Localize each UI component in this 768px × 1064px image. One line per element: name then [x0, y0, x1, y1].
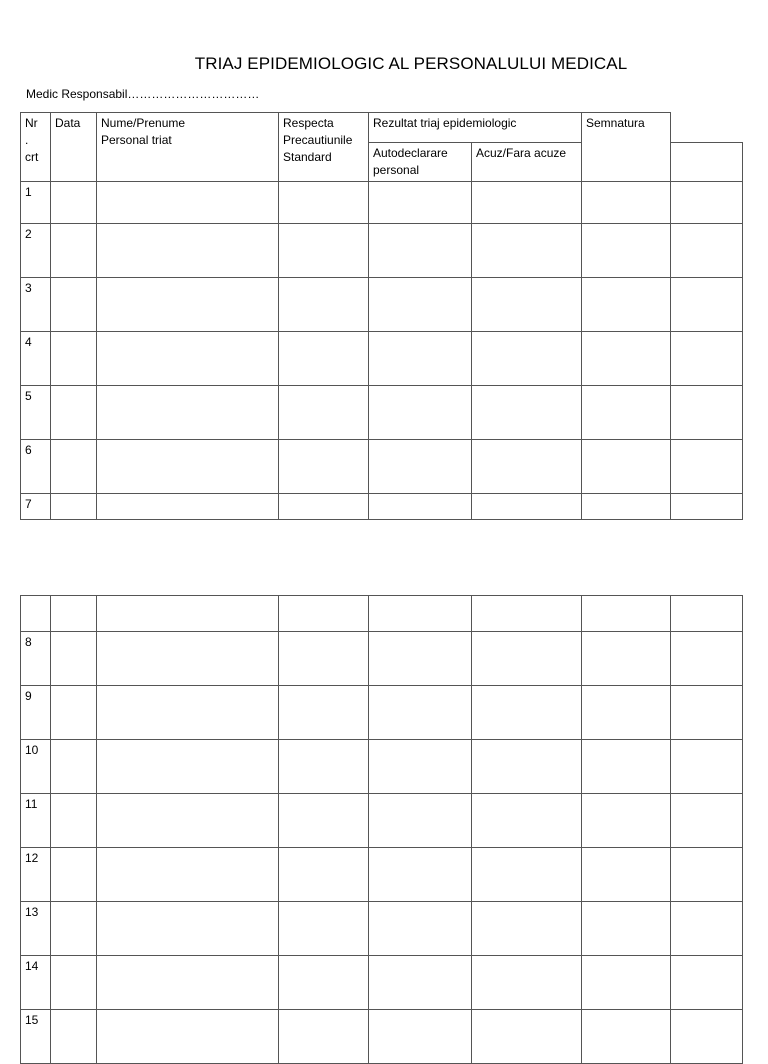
header-rezultat-triaj: Rezultat triaj epidemiologic: [369, 113, 582, 143]
table-row: [21, 494, 743, 520]
table-cell: [279, 848, 369, 902]
table-cell: [51, 494, 97, 520]
table-cell: [472, 632, 582, 686]
table-cell: [51, 848, 97, 902]
table-cell: [582, 632, 671, 686]
table-row: [21, 596, 743, 632]
table-cell: [671, 740, 743, 794]
table-cell: [472, 278, 582, 332]
header-nr-crt: Nr . crt: [21, 113, 51, 182]
header-respecta: Respecta Precautiunile Standard: [279, 113, 369, 182]
table-cell: [369, 1010, 472, 1064]
table-cell: [97, 332, 279, 386]
table-cell: [51, 182, 97, 224]
table-cell: [671, 332, 743, 386]
table-row: [21, 848, 743, 902]
row-number: 2: [21, 224, 51, 278]
table-cell: [582, 494, 671, 520]
medic-responsabil-label: Medic Responsabil……………………………: [26, 87, 260, 101]
table-cell: [97, 596, 279, 632]
table-cell: [279, 182, 369, 224]
table-cell: [472, 740, 582, 794]
row-number: 12: [21, 848, 51, 902]
table-cell: [582, 848, 671, 902]
table-cell: [582, 278, 671, 332]
table-cell: [472, 182, 582, 224]
table-row: [21, 794, 743, 848]
table-cell: [369, 494, 472, 520]
table-cell: [279, 278, 369, 332]
table-cell: [369, 902, 472, 956]
table-row: [21, 332, 743, 386]
table-cell: [582, 182, 671, 224]
table-cell: [582, 902, 671, 956]
table-cell: [472, 386, 582, 440]
header-acuze: Acuz/Fara acuze: [472, 143, 582, 182]
row-number: 6: [21, 440, 51, 494]
table-cell: [671, 278, 743, 332]
table-cell: [279, 632, 369, 686]
table-cell: [369, 224, 472, 278]
table-cell: [369, 440, 472, 494]
table-cell: [97, 632, 279, 686]
table-cell: [51, 278, 97, 332]
header-nume-prenume: Nume/Prenume Personal triat: [97, 113, 279, 182]
table-cell: [472, 848, 582, 902]
table-cell: [279, 686, 369, 740]
table-cell: [97, 278, 279, 332]
table-cell: [472, 794, 582, 848]
table-cell: [369, 632, 472, 686]
table-cell: [279, 902, 369, 956]
table-cell: [472, 224, 582, 278]
table-cell: [472, 596, 582, 632]
table-cell: [51, 440, 97, 494]
row-number: [21, 596, 51, 632]
table-cell: [51, 686, 97, 740]
table-cell: [582, 686, 671, 740]
table-cell: [671, 902, 743, 956]
table-cell: [472, 956, 582, 1010]
table-row: [21, 440, 743, 494]
table-cell: [671, 956, 743, 1010]
table-cell: [97, 440, 279, 494]
table-cell: [97, 902, 279, 956]
table-cell: [97, 848, 279, 902]
table-cell: [279, 386, 369, 440]
triage-table-page-1: [20, 112, 743, 520]
table-cell: [582, 332, 671, 386]
table-cell: [671, 494, 743, 520]
table-cell: [369, 848, 472, 902]
table-row: [21, 740, 743, 794]
row-number: 15: [21, 1010, 51, 1064]
table-cell: [279, 440, 369, 494]
table-row: [21, 902, 743, 956]
table-cell: [51, 956, 97, 1010]
table-cell: [369, 386, 472, 440]
table-cell: [671, 440, 743, 494]
table-cell: [51, 1010, 97, 1064]
header-data: Data: [51, 113, 97, 182]
row-number: 10: [21, 740, 51, 794]
table-cell: [279, 332, 369, 386]
table-cell: [279, 1010, 369, 1064]
header-empty-top: [671, 113, 743, 143]
table-cell: [279, 596, 369, 632]
row-number: 4: [21, 332, 51, 386]
table-row: [21, 632, 743, 686]
table-cell: [369, 686, 472, 740]
row-number: 5: [21, 386, 51, 440]
table-cell: [97, 794, 279, 848]
table-cell: [472, 902, 582, 956]
table-row: [21, 278, 743, 332]
table-cell: [472, 440, 582, 494]
table-cell: [279, 740, 369, 794]
table-cell: [671, 686, 743, 740]
table-cell: [671, 224, 743, 278]
header-empty-bottom: [671, 143, 743, 182]
table-cell: [279, 794, 369, 848]
table-cell: [51, 902, 97, 956]
table-cell: [582, 740, 671, 794]
table-cell: [51, 596, 97, 632]
table-cell: [582, 794, 671, 848]
table-cell: [369, 740, 472, 794]
table-cell: [582, 440, 671, 494]
table-row: [21, 956, 743, 1010]
table-cell: [51, 794, 97, 848]
table-cell: [582, 1010, 671, 1064]
table-cell: [97, 740, 279, 794]
table-cell: [369, 596, 472, 632]
table-cell: [279, 494, 369, 520]
table-cell: [369, 182, 472, 224]
page-title: TRIAJ EPIDEMIOLOGIC AL PERSONALULUI MEDICAL: [194, 54, 628, 73]
table-cell: [582, 224, 671, 278]
row-number: 9: [21, 686, 51, 740]
table-row: [21, 686, 743, 740]
table-cell: [671, 596, 743, 632]
table-cell: [97, 686, 279, 740]
table-cell: [97, 224, 279, 278]
table-cell: [582, 386, 671, 440]
table-cell: [671, 386, 743, 440]
row-number: 14: [21, 956, 51, 1010]
header-autodeclarare: Autodeclarare personal: [369, 143, 472, 182]
row-number: 13: [21, 902, 51, 956]
table-cell: [472, 494, 582, 520]
row-number: 11: [21, 794, 51, 848]
table-cell: [279, 224, 369, 278]
table-row: [21, 224, 743, 278]
table-cell: [369, 278, 472, 332]
table-cell: [97, 182, 279, 224]
row-number: 3: [21, 278, 51, 332]
table-cell: [51, 740, 97, 794]
table-cell: [51, 386, 97, 440]
table-cell: [97, 1010, 279, 1064]
table-cell: [472, 1010, 582, 1064]
row-number: 8: [21, 632, 51, 686]
table-cell: [671, 848, 743, 902]
header-semnatura: Semnatura: [582, 113, 671, 182]
table-cell: [582, 956, 671, 1010]
table-cell: [472, 332, 582, 386]
table-row: [21, 386, 743, 440]
row-number: 7: [21, 494, 51, 520]
table-cell: [51, 332, 97, 386]
table-cell: [97, 494, 279, 520]
table-cell: [369, 794, 472, 848]
triage-table-page-2: [20, 595, 743, 1064]
table-cell: [279, 956, 369, 1010]
table-cell: [582, 596, 671, 632]
table-cell: [369, 956, 472, 1010]
table-row: [21, 1010, 743, 1064]
table-cell: [671, 632, 743, 686]
table-cell: [51, 632, 97, 686]
table-cell: [671, 1010, 743, 1064]
table-cell: [97, 956, 279, 1010]
table-cell: [51, 224, 97, 278]
row-number: 1: [21, 182, 51, 224]
table-cell: [369, 332, 472, 386]
table-row: [21, 182, 743, 224]
table-cell: [671, 794, 743, 848]
table-cell: [671, 182, 743, 224]
table-cell: [472, 686, 582, 740]
table-cell: [97, 386, 279, 440]
